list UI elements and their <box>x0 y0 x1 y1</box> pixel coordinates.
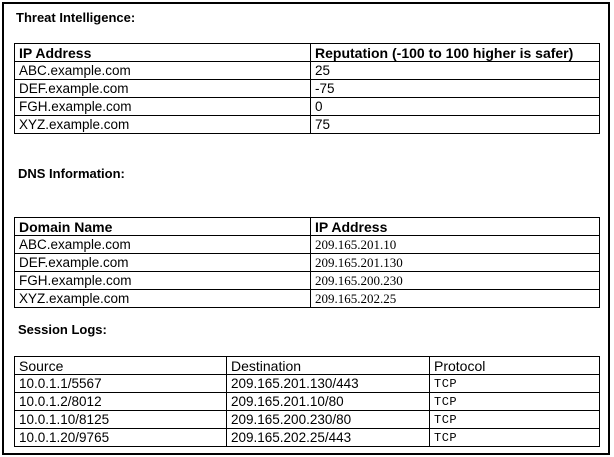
table-cell: 10.0.1.2/8012 <box>15 393 227 411</box>
threat-intel-table <box>14 43 600 134</box>
table-cell: 209.165.200.230/80 <box>227 411 430 429</box>
table-cell: ABC.example.com <box>15 62 311 80</box>
table-header-row <box>15 218 600 236</box>
table-cell: 0 <box>311 98 600 116</box>
column-header: Domain Name <box>15 218 311 236</box>
table-header-row <box>15 44 600 62</box>
column-header: Protocol <box>430 357 600 375</box>
column-header: Destination <box>227 357 430 375</box>
table-row <box>15 393 600 411</box>
table-row <box>15 272 600 290</box>
table-cell: 209.165.201.130/443 <box>227 375 430 393</box>
table-cell: TCP <box>430 411 600 429</box>
table-cell: 209.165.201.130 <box>311 254 600 272</box>
table-row <box>15 98 600 116</box>
table-cell: DEF.example.com <box>15 80 311 98</box>
table-row <box>15 254 600 272</box>
threat-intel-title: Threat Intelligence: <box>16 10 136 25</box>
table-cell: XYZ.example.com <box>15 290 311 308</box>
table-header-row <box>15 357 600 375</box>
table-cell: 209.165.200.230 <box>311 272 600 290</box>
table-row <box>15 236 600 254</box>
table-row <box>15 290 600 308</box>
table-cell: TCP <box>430 375 600 393</box>
table-cell: 75 <box>311 116 600 134</box>
table-cell: TCP <box>430 429 600 447</box>
table-row <box>15 411 600 429</box>
column-header: IP Address <box>15 44 311 62</box>
table-cell: ABC.example.com <box>15 236 311 254</box>
table-row <box>15 80 600 98</box>
table-row <box>15 62 600 80</box>
table-cell: TCP <box>430 393 600 411</box>
table-row <box>15 429 600 447</box>
table-cell: 209.165.202.25 <box>311 290 600 308</box>
table-cell: -75 <box>311 80 600 98</box>
table-cell: FGH.example.com <box>15 98 311 116</box>
table-cell: DEF.example.com <box>15 254 311 272</box>
session-logs-table <box>14 356 600 447</box>
table-cell: 25 <box>311 62 600 80</box>
table-row <box>15 116 600 134</box>
column-header: IP Address <box>311 218 600 236</box>
column-header: Reputation (-100 to 100 higher is safer) <box>311 44 600 62</box>
column-header: Source <box>15 357 227 375</box>
dns-info-table <box>14 217 600 308</box>
table-cell: 10.0.1.20/9765 <box>15 429 227 447</box>
table-cell: XYZ.example.com <box>15 116 311 134</box>
table-row <box>15 375 600 393</box>
table-cell: 209.165.201.10/80 <box>227 393 430 411</box>
table-cell: 209.165.201.10 <box>311 236 600 254</box>
table-cell: 10.0.1.1/5567 <box>15 375 227 393</box>
table-cell: FGH.example.com <box>15 272 311 290</box>
table-cell: 10.0.1.10/8125 <box>15 411 227 429</box>
session-logs-title: Session Logs: <box>18 322 107 337</box>
table-cell: 209.165.202.25/443 <box>227 429 430 447</box>
dns-info-title: DNS Information: <box>18 166 125 181</box>
